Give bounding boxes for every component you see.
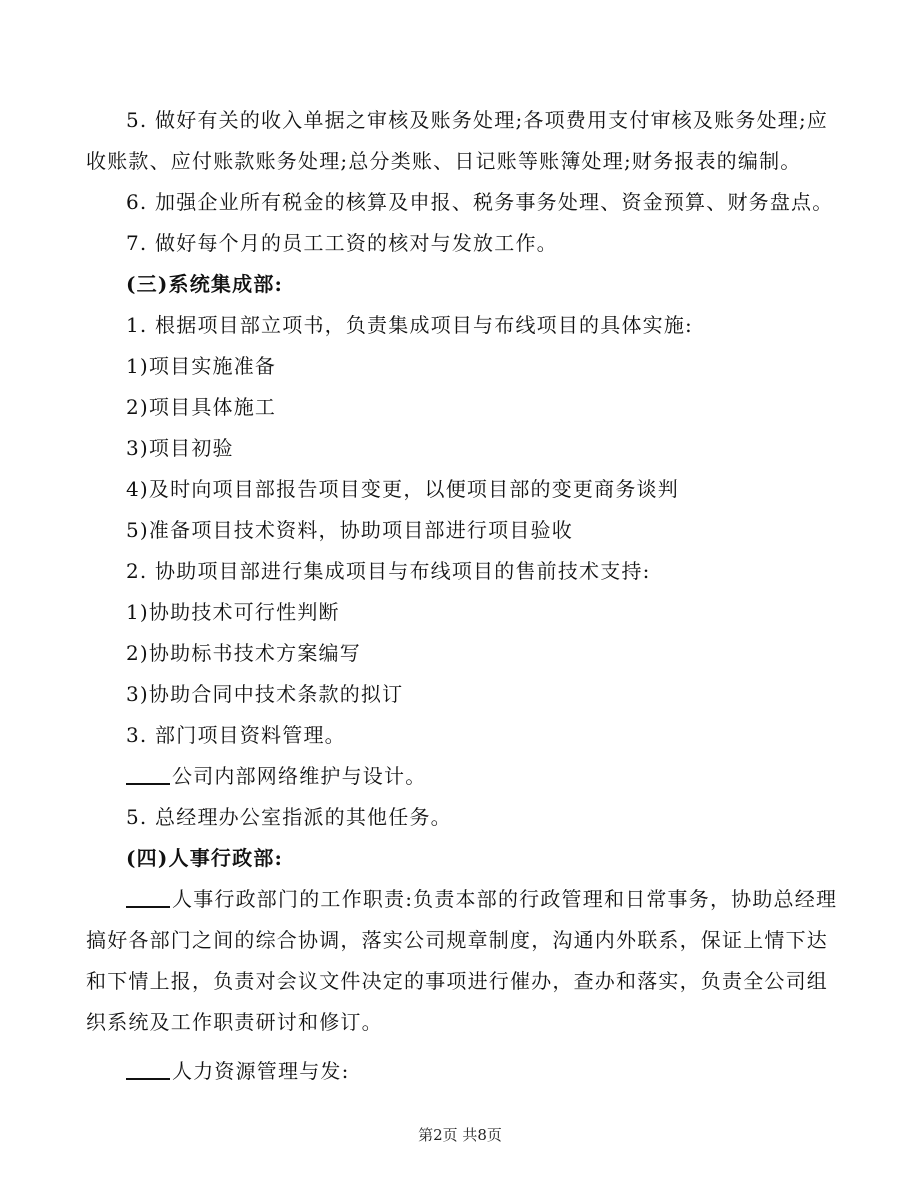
list-item: 4)及时向项目部报告项目变更，以便项目部的变更商务谈判 <box>126 477 679 501</box>
list-item: 2)协助标书技术方案编写 <box>126 641 361 665</box>
section-heading-3: (三)系统集成部: <box>126 272 284 296</box>
list-item: 1)协助技术可行性判断 <box>126 600 340 624</box>
paragraph-line: 7. 做好每个月的员工工资的核对与发放工作。 <box>126 231 558 255</box>
list-item: 3)项目初验 <box>126 436 234 460</box>
paragraph-line: 6. 加强企业所有税金的核算及申报、税务事务处理、资金预算、财务盘点。 <box>126 190 834 214</box>
paragraph-line: 收账款、应付账款账务处理;总分类账、日记账等账簿处理;财务报表的编制。 <box>86 149 802 173</box>
list-item: 2)项目具体施工 <box>126 395 277 419</box>
blank-underline <box>126 884 170 908</box>
paragraph-line: 5. 总经理办公室指派的其他任务。 <box>126 805 452 829</box>
paragraph-line: 织系统及工作职责研讨和修订。 <box>86 1010 383 1034</box>
line-text: 人力资源管理与发: <box>172 1059 350 1083</box>
blank-underline <box>126 761 170 785</box>
paragraph-line: 5. 做好有关的收入单据之审核及账务处理;各项费用支付审核及账务处理;应 <box>126 108 829 132</box>
list-item: 3)协助合同中技术条款的拟订 <box>126 682 404 706</box>
paragraph-line: 3. 部门项目资料管理。 <box>126 723 346 747</box>
paragraph-line: 搞好各部门之间的综合协调，落实公司规章制度，沟通内外联系，保证上情下达 <box>86 928 828 952</box>
paragraph-line <box>86 1051 836 1092</box>
line-text: 人事行政部门的工作职责:负责本部的行政管理和日常事务，协助总经理 <box>172 887 838 911</box>
paragraph-line <box>86 756 836 797</box>
paragraph-line: 2. 协助项目部进行集成项目与布线项目的售前技术支持: <box>126 559 651 583</box>
list-item: 1)项目实施准备 <box>126 354 277 378</box>
paragraph-line: 和下情上报，负责对会议文件决定的事项进行催办，查办和落实，负责全公司组 <box>86 969 828 993</box>
paragraph-line <box>86 879 836 920</box>
blank-underline <box>126 1056 170 1080</box>
line-text: 公司内部网络维护与设计。 <box>172 764 427 788</box>
paragraph-line: 1. 根据项目部立项书，负责集成项目与布线项目的具体实施: <box>126 313 693 337</box>
document-body <box>86 100 836 1092</box>
section-heading-4: (四)人事行政部: <box>126 846 284 870</box>
list-item: 5)准备项目技术资料，协助项目部进行项目验收 <box>126 518 573 542</box>
page-footer: 第2页 共8页 <box>418 1126 502 1144</box>
